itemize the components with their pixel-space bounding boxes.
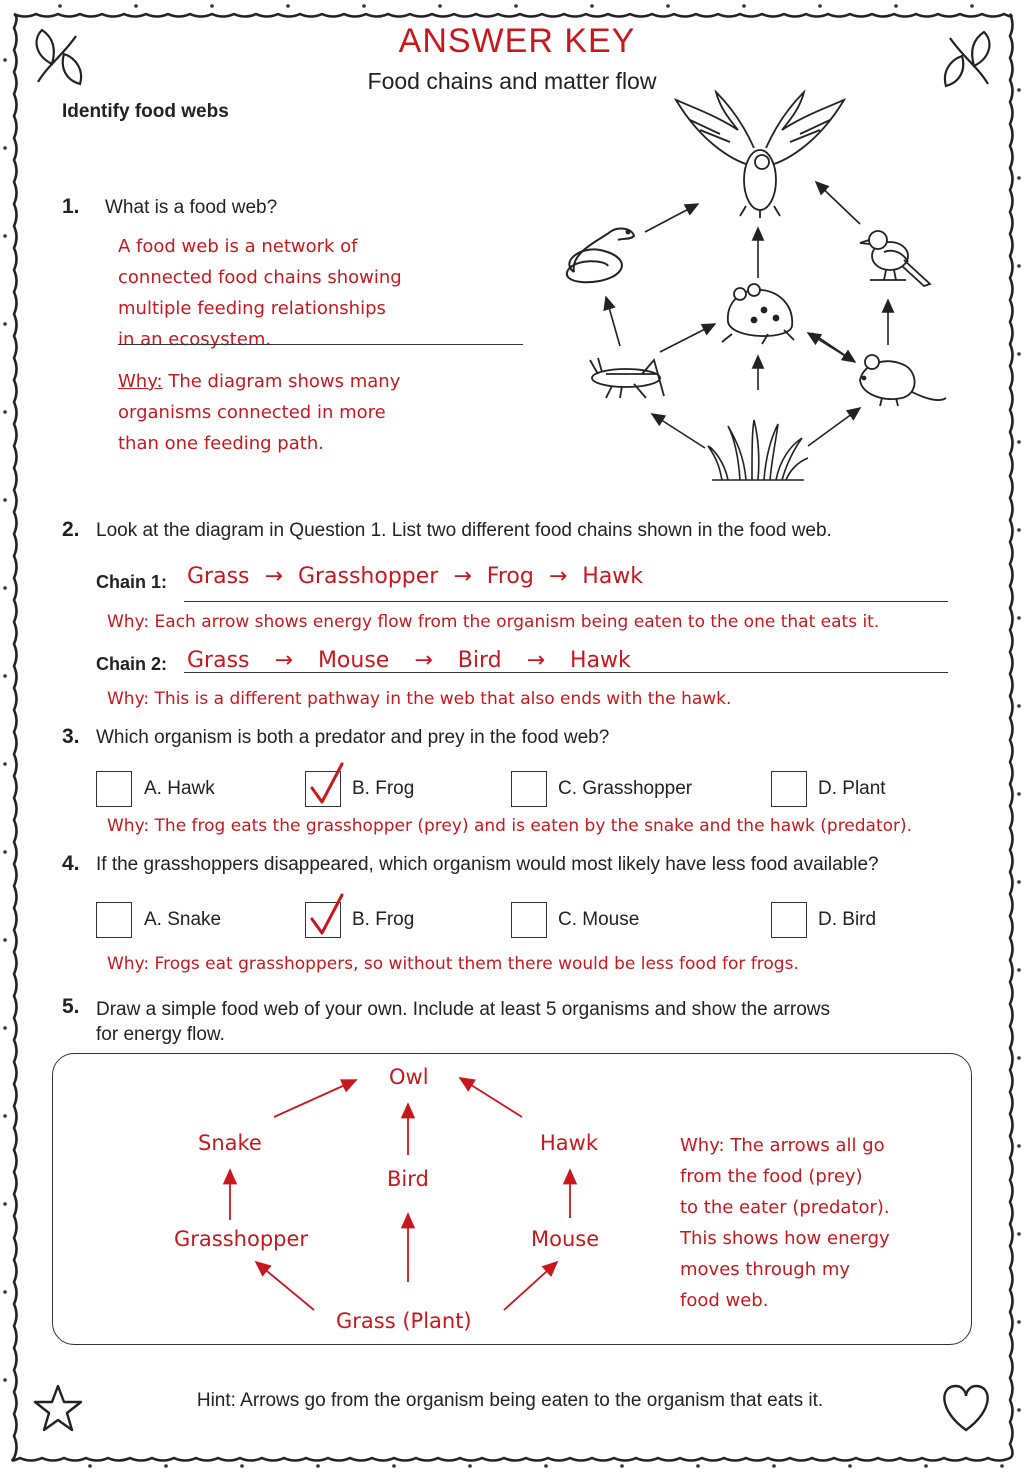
q1-why-label: Why: <box>118 371 163 392</box>
q1-why-line: than one feeding path. <box>118 433 324 454</box>
q5-question-line: for energy flow. <box>96 1024 225 1045</box>
q1-number: 1. <box>62 195 80 218</box>
chain2-organism: Hawk <box>570 648 631 673</box>
chain1-label: Chain 1: <box>96 572 168 592</box>
q3-option-d-label: D. Plant <box>818 778 886 799</box>
chain1-organism: Hawk <box>582 564 644 589</box>
q2-question: Look at the diagram in Question 1. List two different food chains shown in the food web. <box>96 520 832 541</box>
answer-key-title: ANSWER KEY <box>398 22 636 60</box>
web-node-owl: Owl <box>389 1065 429 1089</box>
chain2-organism: Mouse <box>317 648 390 673</box>
chain-arrow: → <box>264 564 283 589</box>
chain1-why: Why: Each arrow shows energy flow from the organism being eaten to the one that eats it. <box>107 612 880 632</box>
q3-option-a-label: A. Hawk <box>144 778 215 799</box>
web-node-mouse: Mouse <box>531 1227 600 1251</box>
web-arrow <box>504 1262 557 1310</box>
q4-option-a-label: A. Snake <box>144 909 222 930</box>
chain2-why: Why: This is a different pathway in the web that also ends with the hawk. <box>107 689 732 709</box>
q5-why-line: Why: The arrows all go <box>680 1135 885 1156</box>
q5-why-line: moves through my <box>680 1259 851 1280</box>
q5-why <box>680 1130 890 1316</box>
q4-option-b-label: B. Frog <box>352 909 415 930</box>
chain2-organism: Grass <box>187 648 250 673</box>
q1-question: What is a food web? <box>105 197 278 218</box>
q3-number: 3. <box>62 725 80 748</box>
q4-why: Why: Frogs eat grasshoppers, so without them there would be less food for frogs. <box>107 954 799 974</box>
q4-number: 4. <box>62 852 80 875</box>
chain1-organism: Frog <box>486 564 534 589</box>
chain-arrow: → <box>414 648 433 673</box>
chain-arrow: → <box>526 648 546 673</box>
web-arrow <box>256 1262 314 1310</box>
chain-arrow: → <box>453 564 472 589</box>
q3-question: Which organism is both a predator and prey in the food web? <box>96 727 610 748</box>
q1-answer-line: multiple feeding relationships <box>118 298 386 319</box>
q5-question-line: Draw a simple food web of your own. Include at least 5 organisms and show the arrows <box>96 999 830 1020</box>
chain1-organism: Grasshopper <box>297 564 439 589</box>
web-node-snake: Snake <box>198 1131 262 1155</box>
q5-why-line: This shows how energy <box>680 1228 890 1249</box>
chain1-organism: Grass <box>187 564 250 589</box>
q2-number: 2. <box>62 518 80 541</box>
web-node-grass: Grass (Plant) <box>336 1309 472 1333</box>
q5-why-line: to the eater (predator). <box>680 1197 890 1218</box>
web-arrow <box>274 1080 356 1117</box>
q3-option-c-label: C. Grasshopper <box>558 778 693 799</box>
q1-answer-line: connected food chains showing <box>118 267 402 288</box>
chain2-label: Chain 2: <box>96 654 168 674</box>
web-node-grasshopper: Grasshopper <box>174 1227 309 1251</box>
q5-why-line: food web. <box>680 1290 769 1311</box>
page-subtitle: Food chains and matter flow <box>367 68 657 94</box>
q5-why-line: from the food (prey) <box>680 1166 863 1187</box>
hint-text: Hint: Arrows go from the organism being eaten to the organism that eats it. <box>196 1390 824 1411</box>
section-heading: Identify food webs <box>62 101 229 122</box>
q1-why-line: The diagram shows many <box>162 371 401 392</box>
chain-arrow: → <box>548 564 568 589</box>
q3-why: Why: The frog eats the grasshopper (prey) and is eaten by the snake and the hawk (predator). <box>107 816 913 836</box>
q4-option-d-label: D. Bird <box>818 909 877 930</box>
q1-why-line: organisms connected in more <box>118 402 386 423</box>
q5-number: 5. <box>62 995 80 1018</box>
web-arrow <box>460 1078 522 1117</box>
web-node-hawk: Hawk <box>540 1131 598 1155</box>
chain-arrow: → <box>274 648 293 673</box>
q3-option-b-label: B. Frog <box>352 778 415 799</box>
q4-option-c-label: C. Mouse <box>558 909 640 930</box>
web-node-bird: Bird <box>387 1167 429 1191</box>
q1-answer-line: A food web is a network of <box>118 236 358 257</box>
q1-answer-line: in an ecosystem. <box>118 329 272 350</box>
chain2-organism: Bird <box>457 648 502 673</box>
q4-question: If the grasshoppers disappeared, which organism would most likely have less food available? <box>96 854 879 875</box>
